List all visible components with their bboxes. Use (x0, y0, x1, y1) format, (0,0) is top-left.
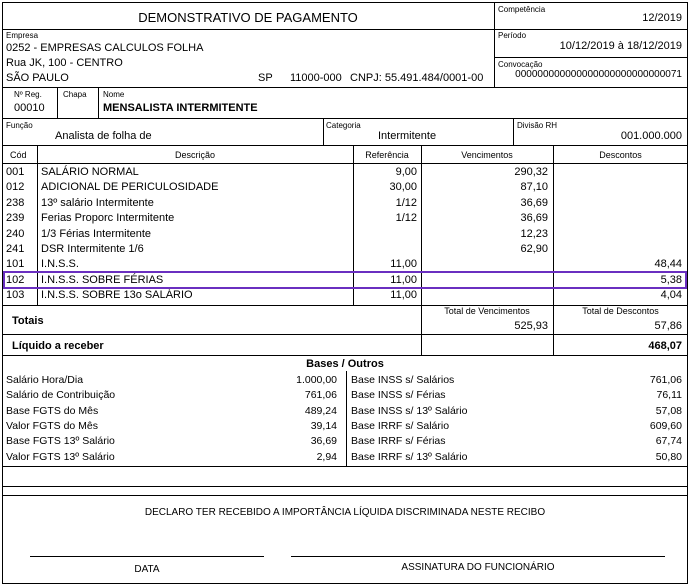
chapa-label: Chapa (63, 90, 87, 99)
row-descricao: 1/3 Férias Intermitente (41, 228, 152, 240)
competencia-value: 12/2019 (642, 12, 682, 24)
empresa-name: 0252 - EMPRESAS CALCULOS FOLHA (6, 42, 204, 54)
base-value: 609,60 (649, 420, 682, 432)
categoria-value: Intermitente (378, 130, 437, 142)
row-referencia: 1/12 (395, 212, 417, 224)
row-cod: 001 (6, 166, 25, 178)
row-descricao: I.N.S.S. SOBRE FÉRIAS (41, 274, 164, 286)
row-referencia: 9,00 (395, 166, 417, 178)
base-label: Base INSS s/ Salários (351, 374, 455, 386)
convocacao-label: Convocação (498, 60, 543, 69)
row-descricao: Ferias Proporc Intermitente (41, 212, 175, 224)
row-cod: 103 (6, 289, 25, 301)
row-descricao: ADICIONAL DE PERICULOSIDADE (41, 181, 219, 193)
divisao-label: Divisão RH (517, 121, 558, 130)
total-vencimentos-label: Total de Vencimentos (444, 306, 530, 316)
row-referencia: 11,00 (390, 258, 417, 270)
reg-label: Nº Reg. (14, 90, 42, 99)
row-cod: 101 (6, 258, 25, 270)
row-cod: 238 (6, 197, 25, 209)
row-vencimento: 36,69 (520, 212, 548, 224)
row-cod: 241 (6, 243, 25, 255)
base-label: Salário Hora/Dia (6, 374, 84, 386)
liquido-value: 468,07 (648, 340, 682, 352)
funcao-value: Analista de folha de (55, 130, 152, 142)
liquido-label: Líquido a receber (12, 340, 104, 352)
total-descontos-value: 57,86 (654, 320, 682, 332)
funcao-label: Função (6, 121, 33, 130)
base-label: Base FGTS do Mês (6, 405, 99, 417)
row-referencia: 30,00 (389, 181, 417, 193)
row-vencimento: 87,10 (520, 181, 548, 193)
row-descricao: DSR Intermitente 1/6 (41, 243, 144, 255)
assinatura-signature-line (291, 556, 665, 557)
row-descricao: I.N.S.S. (41, 258, 79, 270)
row-descricao: I.N.S.S. SOBRE 13o SALÁRIO (41, 289, 193, 301)
row-vencimento: 12,23 (520, 228, 548, 240)
row-vencimento: 36,69 (520, 197, 548, 209)
total-vencimentos-value: 525,93 (514, 320, 548, 332)
empresa-address: Rua JK, 100 - CENTRO (6, 57, 123, 69)
data-label: DATA (134, 564, 160, 575)
row-referencia: 11,00 (390, 274, 417, 286)
document-title: DEMONSTRATIVO DE PAGAMENTO (138, 10, 358, 25)
nome-value: MENSALISTA INTERMITENTE (103, 102, 258, 114)
base-label: Base IRRF s/ 13º Salário (351, 451, 468, 463)
competencia-label: Competência (498, 5, 546, 14)
base-value: 67,74 (655, 435, 682, 447)
base-value: 489,24 (304, 405, 337, 417)
base-label: Base INSS s/ 13º Salário (351, 405, 468, 417)
empresa-city: SÃO PAULO (6, 72, 69, 84)
periodo-label: Período (498, 31, 527, 40)
bases-title: Bases / Outros (306, 358, 384, 370)
row-vencimento: 62,90 (520, 243, 548, 255)
divisao-value: 001.000.000 (620, 130, 682, 142)
totais-label: Totais (12, 315, 44, 327)
convocacao-value: 000000000000000000000000000071 (515, 69, 682, 80)
nome-label: Nome (103, 90, 125, 99)
empresa-state: SP (258, 72, 273, 84)
data-signature-line (30, 556, 264, 557)
base-label: Salário de Contribuição (6, 389, 116, 401)
row-descricao: SALÁRIO NORMAL (41, 166, 139, 178)
periodo-value: 10/12/2019 à 18/12/2019 (559, 40, 682, 52)
categoria-label: Categoria (326, 121, 361, 130)
selected-row-highlight (3, 271, 687, 289)
row-referencia: 1/12 (395, 197, 417, 209)
header-descricao: Descrição (174, 150, 215, 160)
header-cod: Cód (10, 150, 27, 160)
row-desconto: 48,44 (654, 258, 682, 270)
row-desconto: 4,04 (660, 289, 682, 301)
base-label: Base FGTS 13º Salário (6, 435, 115, 447)
empresa-cnpj: CNPJ: 55.491.484/0001-00 (350, 72, 484, 84)
header-descontos: Descontos (599, 150, 642, 160)
base-value: 761,06 (304, 389, 337, 401)
base-label: Valor FGTS do Mês (6, 420, 98, 432)
base-label: Base IRRF s/ Salário (351, 420, 450, 432)
header-vencimentos: Vencimentos (461, 150, 513, 160)
base-value: 50,80 (655, 451, 682, 463)
empresa-cep: 11000-000 (290, 72, 342, 84)
row-cod: 012 (6, 181, 25, 193)
base-value: 1.000,00 (296, 374, 337, 386)
base-label: Base INSS s/ Férias (351, 389, 446, 401)
assinatura-label: ASSINATURA DO FUNCIONÁRIO (401, 562, 555, 573)
row-referencia: 11,00 (390, 289, 417, 301)
reg-value: 00010 (14, 102, 45, 114)
base-label: Valor FGTS 13º Salário (6, 451, 115, 463)
declaration-text: DECLARO TER RECEBIDO A IMPORTÂNCIA LÍQUIDA DISCRIMINADA NESTE RECIBO (144, 507, 546, 518)
base-value: 57,08 (655, 405, 682, 417)
header-referencia: Referência (365, 150, 409, 160)
row-descricao: 13º salário Intermitente (41, 197, 154, 209)
base-value: 2,94 (316, 451, 337, 463)
base-label: Base IRRF s/ Férias (351, 435, 446, 447)
base-value: 36,69 (310, 435, 337, 447)
base-value: 761,06 (649, 374, 682, 386)
row-cod: 239 (6, 212, 25, 224)
row-desconto: 5,38 (660, 274, 682, 286)
base-value: 76,11 (656, 389, 682, 401)
empresa-label: Empresa (6, 31, 39, 40)
base-value: 39,14 (310, 420, 337, 432)
row-vencimento: 290,32 (514, 166, 548, 178)
row-cod: 102 (6, 274, 25, 286)
row-cod: 240 (6, 228, 25, 240)
total-descontos-label: Total de Descontos (582, 306, 659, 316)
